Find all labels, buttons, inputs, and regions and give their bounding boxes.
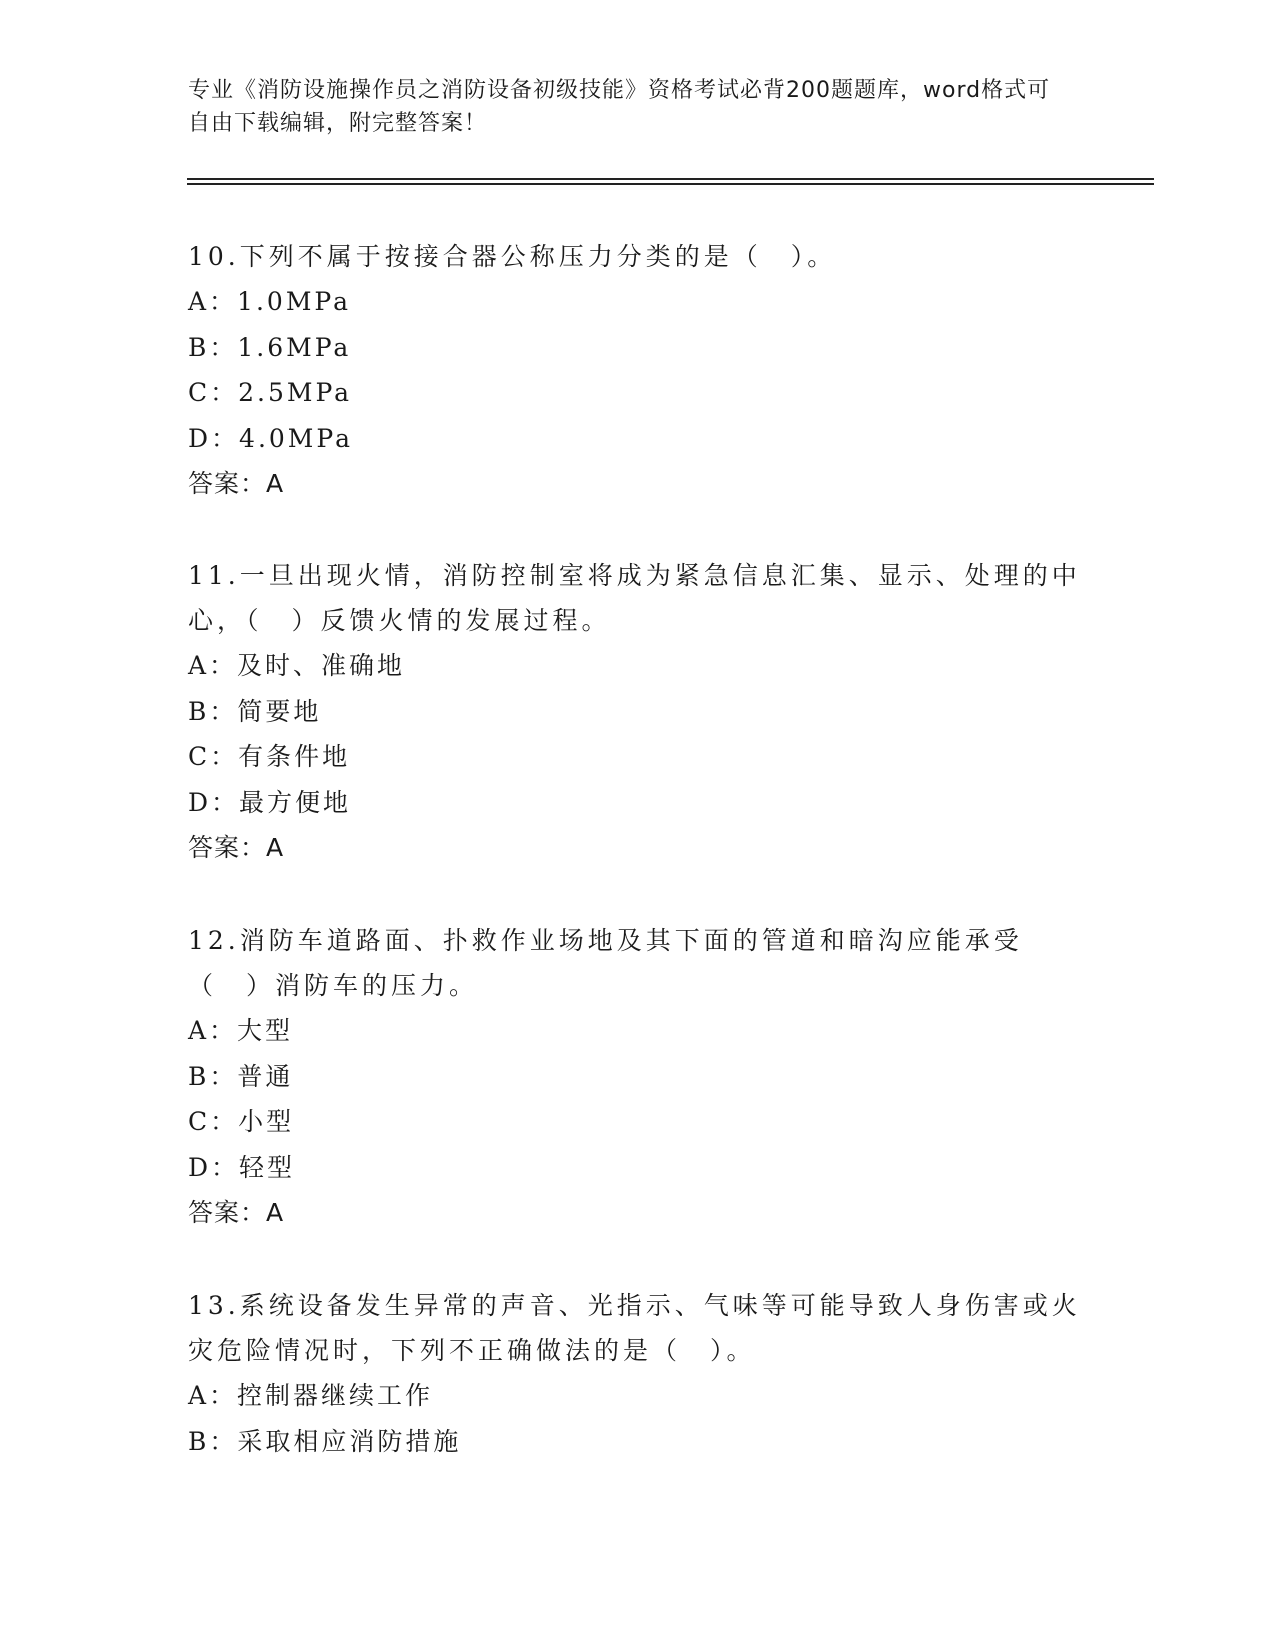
answer: 答案：A: [188, 833, 285, 862]
option-d: D：最方便地: [188, 787, 352, 817]
header-divider-top: [187, 178, 1154, 180]
question-stem: 11.一旦出现火情，消防控制室将成为紧急信息汇集、显示、处理的中心，（ ）反馈火情的发展过程。: [188, 561, 1081, 635]
option-b: B：1.6MPa: [188, 332, 352, 362]
option-d: D：4.0MPa: [188, 423, 354, 453]
question-13: [188, 1283, 1088, 1464]
answer: 答案：A: [188, 469, 285, 498]
question-stem: 12.消防车道路面、扑救作业场地及其下面的管道和暗沟应能承受（ ）消防车的压力。: [188, 926, 1023, 1000]
question-12: [188, 918, 1088, 1235]
question-10: [188, 234, 1088, 506]
option-b: B：简要地: [188, 696, 322, 726]
document-header: 专业《消防设施操作员之消防设备初级技能》资格考试必背200题题库，word格式可自由下载编辑，附完整答案！: [188, 78, 1051, 136]
option-a: A：1.0MPa: [188, 287, 352, 316]
option-d: D：轻型: [188, 1152, 296, 1182]
question-11: [188, 553, 1088, 870]
option-c: C：2.5MPa: [188, 378, 353, 407]
option-b: B：采取相应消防措施: [188, 1426, 462, 1456]
option-c: C：有条件地: [188, 742, 351, 771]
option-a: A：大型: [188, 1016, 294, 1045]
header-divider-bottom: [187, 183, 1154, 185]
question-stem: 10.下列不属于按接合器公称压力分类的是（ ）。: [188, 242, 837, 271]
answer: 答案：A: [188, 1198, 285, 1227]
option-b: B：普通: [188, 1061, 294, 1091]
option-a: A：及时、准确地: [188, 651, 406, 680]
option-c: C：小型: [188, 1107, 295, 1136]
option-a: A：控制器继续工作: [188, 1381, 434, 1410]
question-stem: 13.系统设备发生异常的声音、光指示、气味等可能导致人身伤害或火灾危险情况时，下列不正确做法的是（ ）。: [188, 1291, 1081, 1365]
